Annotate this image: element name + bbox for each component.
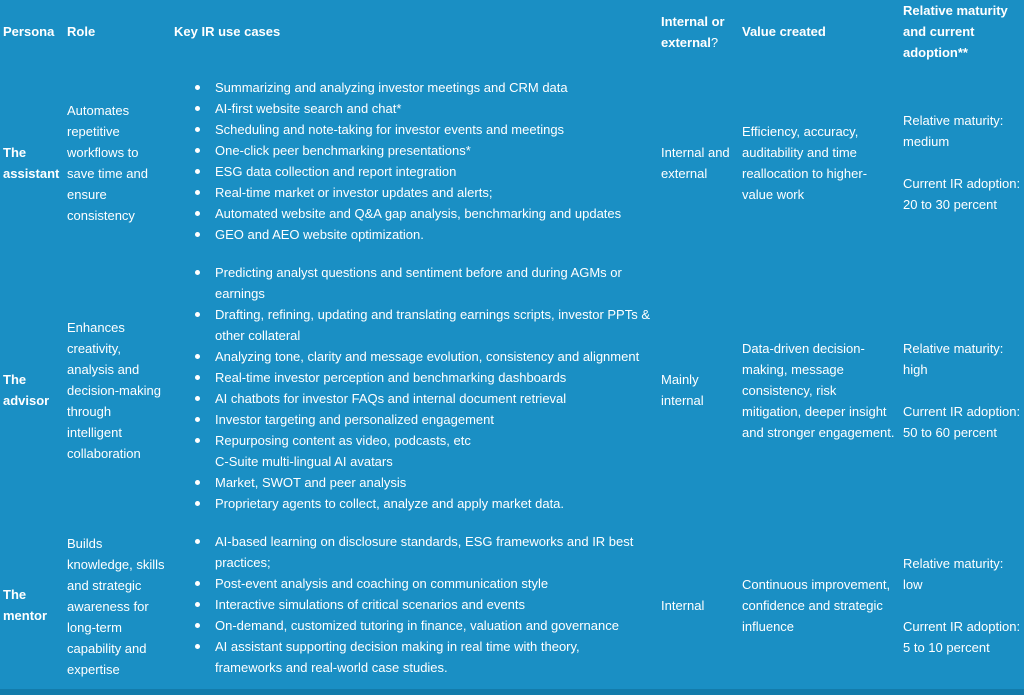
adoption-value: 20 to 30 percent [903,197,997,212]
use-cases-advisor [174,262,650,514]
use-case-item: One-click peer benchmarking presentations* [174,140,621,161]
internal-external-line: external [661,166,708,181]
adoption-value: 50 to 60 percent [903,425,997,440]
bottom-rule [0,689,1024,695]
value-line: confidence and strategic [742,598,883,613]
maturity-mentor [903,553,1020,658]
header-internal-external [661,11,725,53]
role-line: repetitive [67,124,120,139]
use-case-item: C-Suite multi-lingual AI avatars [215,454,393,469]
role-line: consistency [67,208,135,223]
maturity-value: medium [903,134,950,149]
role-line: save time and [67,166,148,181]
maturity-assistant [903,110,1020,215]
internal-external-mentor [661,595,704,616]
value-line: reallocation to higher- [742,166,868,181]
maturity-advisor [903,338,1020,443]
persona-advisor [3,369,49,411]
role-line: and strategic [67,578,142,593]
use-case-item: Investor targeting and personalized engagement [174,409,650,430]
role-line: capability and [67,641,147,656]
persona-line2: assistant [3,166,60,181]
role-line: analysis and [67,362,140,377]
adoption-value: 5 to 10 percent [903,640,990,655]
internal-external-assistant [661,142,730,184]
role-line: Enhances [67,320,125,335]
header-persona: Persona [3,24,55,39]
internal-external-line: Mainly [661,372,699,387]
header-internal-external-line2: external? [661,35,719,50]
role-line: collaboration [67,446,141,461]
value-line: Data-driven decision- [742,341,865,356]
header-maturity-line3: adoption** [903,45,968,60]
role-advisor [67,317,161,464]
role-mentor [67,533,165,680]
role-line: workflows to [67,145,139,160]
use-case-item: Market, SWOT and peer analysis [174,472,650,493]
use-case-item: AI-based learning on disclosure standards, ESG frameworks and IR best [174,531,633,552]
persona-mentor [3,584,47,626]
use-case-item-continued: other collateral [215,328,301,343]
use-case-item: Proprietary agents to collect, analyze and apply market data. [174,493,650,514]
header-maturity [903,0,1008,63]
persona-line2: advisor [3,393,50,408]
use-case-item: Real-time investor perception and benchmarking dashboards [174,367,650,388]
use-case-item: GEO and AEO website optimization. [174,224,621,245]
maturity-value: high [903,362,928,377]
adoption-label: Current IR adoption: [903,619,1021,634]
value-mentor [742,574,890,637]
header-maturity-line2: and current [903,24,975,39]
use-case-item: Post-event analysis and coaching on communication style [174,573,633,594]
use-case-item: Predicting analyst questions and sentiment before and during AGMs or [174,262,650,283]
use-case-item-continued: frameworks and real-world case studies. [215,660,448,675]
adoption-label: Current IR adoption: [903,404,1021,419]
use-case-item: Summarizing and analyzing investor meetings and CRM data [174,77,621,98]
use-case-item: Interactive simulations of critical scenarios and events [174,594,633,615]
adoption-label: Current IR adoption: [903,176,1021,191]
maturity-label: Relative maturity: [903,556,1004,571]
value-line: Efficiency, accuracy, [742,124,859,139]
use-case-item: Repurposing content as video, podcasts, etc [174,430,650,451]
use-case-item: ESG data collection and report integration [174,161,621,182]
use-case-item: AI assistant supporting decision making in real time with theory, [174,636,633,657]
role-line: knowledge, skills [67,557,165,572]
value-line: mitigation, deeper insight [742,404,887,419]
internal-external-line: Internal and [661,145,730,160]
persona-line1: The [3,587,27,602]
role-line: long-term [67,620,122,635]
use-case-item: AI-first website search and chat* [174,98,621,119]
value-line: influence [742,619,795,634]
use-case-item: Automated website and Q&A gap analysis, benchmarking and updates [174,203,621,224]
value-line: auditability and time [742,145,857,160]
role-line: Automates [67,103,130,118]
role-line: Builds [67,536,103,551]
role-line: through [67,404,112,419]
persona-assistant [3,142,59,184]
value-line: consistency, risk [742,383,837,398]
header-maturity-line1: Relative maturity [903,3,1008,18]
use-case-item: Real-time market or investor updates and alerts; [174,182,621,203]
header-role: Role [67,24,96,39]
use-cases-assistant [174,77,621,245]
role-line: decision-making [67,383,161,398]
header-value-created: Value created [742,24,826,39]
internal-external-line: Internal [661,598,705,613]
use-case-item: Analyzing tone, clarity and message evolution, consistency and alignment [174,346,650,367]
maturity-label: Relative maturity: [903,113,1004,128]
use-cases-mentor [174,531,633,678]
use-case-item: Scheduling and note-taking for investor events and meetings [174,119,621,140]
maturity-label: Relative maturity: [903,341,1004,356]
internal-external-advisor [661,369,704,411]
header-internal-external-line1: Internal or [661,14,725,29]
value-line: making, message [742,362,844,377]
role-line: ensure [67,187,107,202]
value-line: Continuous improvement, [742,577,891,592]
persona-line1: The [3,145,27,160]
use-case-item-continued: earnings [215,286,265,301]
value-advisor [742,338,895,443]
use-case-item: Drafting, refining, updating and translating earnings scripts, investor PPTs & [174,304,650,325]
role-line: expertise [67,662,120,677]
persona-line2: mentor [3,608,48,623]
value-line: value work [742,187,805,202]
maturity-value: low [903,577,923,592]
value-assistant [742,121,867,205]
use-case-item: On-demand, customized tutoring in finance, valuation and governance [174,615,633,636]
use-case-item: AI chatbots for investor FAQs and internal document retrieval [174,388,650,409]
use-case-item-continued: practices; [215,555,271,570]
role-line: creativity, [67,341,121,356]
role-line: awareness for [67,599,149,614]
value-line: and stronger engagement. [742,425,895,440]
header-use-cases: Key IR use cases [174,24,281,39]
internal-external-line: internal [661,393,704,408]
role-assistant [67,100,148,226]
persona-line1: The [3,372,27,387]
role-line: intelligent [67,425,122,440]
